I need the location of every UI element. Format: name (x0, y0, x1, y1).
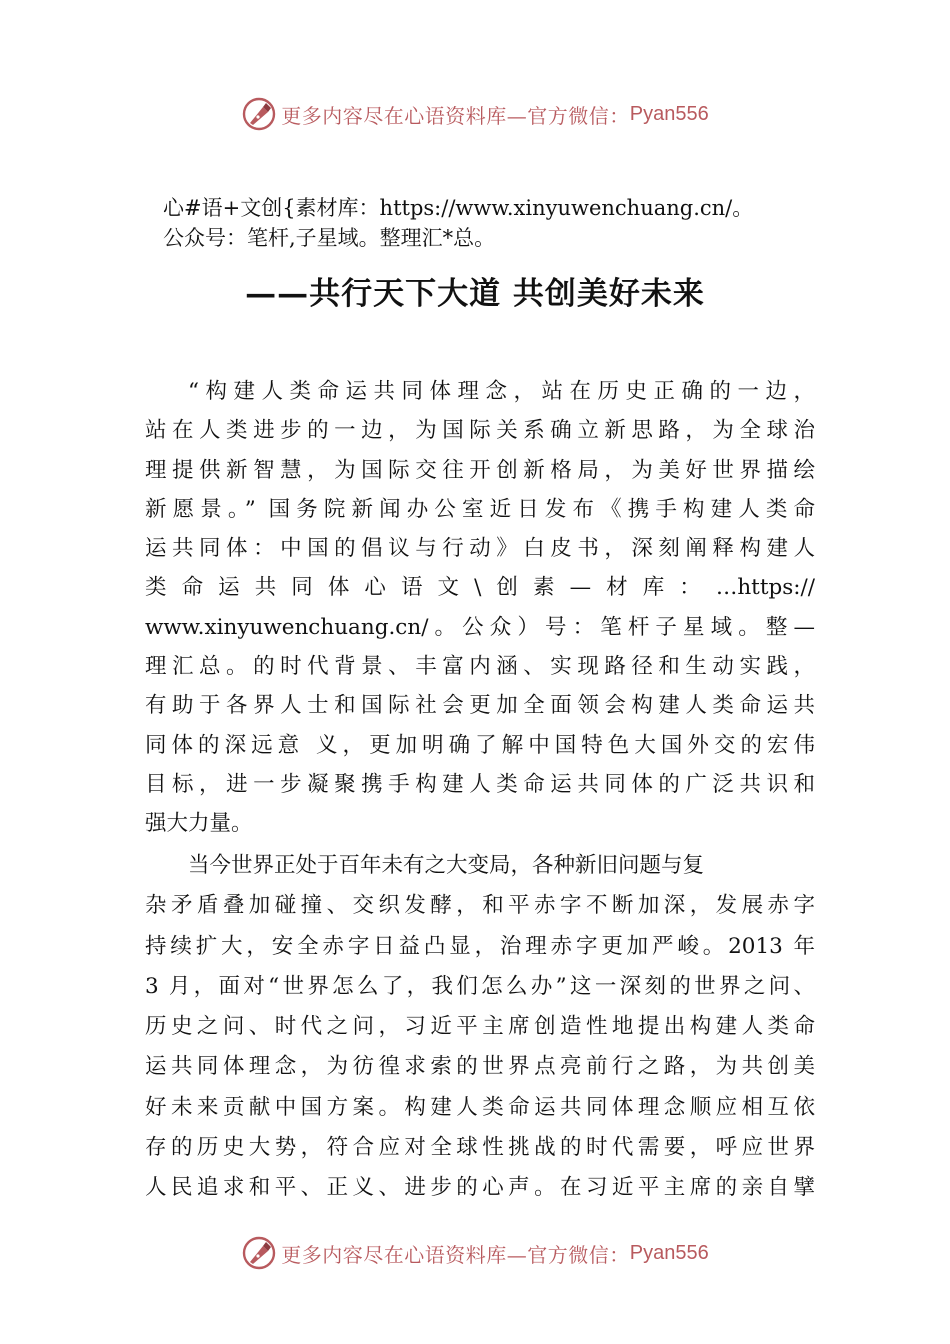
text-line: 目标，进一步凝聚携手构建人类命运共同体的广泛共识和 (145, 771, 815, 797)
paragraph-1 (145, 372, 815, 844)
text-line: 站在人类进步的一边，为国际关系确立新思路，为全球治 (145, 418, 815, 444)
text-line: 新愿景。” 国务院新闻办公室近日发布《携手构建人类命 (145, 496, 815, 522)
text-line: 运共同体：中国的倡议与行动》白皮书，深刻阐释构建人 (145, 536, 815, 562)
article-title: ——共行天下大道 共创美好未来 (245, 276, 705, 312)
meta-line: 心#语+文创{素材库：https://www.xinyuwenchuang.cn/。 (163, 196, 754, 220)
text-line: www.xinyuwenchuang.cn/。公众）号：笔杆子星域。整— (145, 614, 815, 640)
text-line: 存的历史大势，符合应对全球性挑战的时代需要，呼应世界 (145, 1135, 815, 1161)
header-watermark (0, 94, 950, 134)
text-line: 有助于各界人士和国际社会更加全面领会构建人类命运共 (145, 693, 815, 719)
text-line: 类命运共同体心语文\创素—材库：…https:// (145, 575, 815, 601)
text-line: 当今世界正处于百年未有之大变局，各种新旧问题与复 (188, 853, 705, 878)
meta-line: 公众号：笔杆,子星域。整理汇*总。 (163, 226, 496, 250)
watermark-text: 更多内容尽在心语资料库—官方微信： (281, 1242, 630, 1267)
source-meta (163, 193, 823, 253)
watermark-wechat-id: Pyan556 (629, 1241, 709, 1264)
text-line: 持续扩大，安全赤字日益凸显，治理赤字更加严峻。2013 年 (145, 933, 815, 959)
paragraph-2 (145, 846, 815, 1209)
text-line: 3 月，面对“世界怎么了，我们怎么办”这一深刻的世界之问、 (145, 973, 815, 999)
pen-nib-logo-icon (241, 1235, 277, 1271)
text-line: 强大力量。 (145, 811, 253, 837)
watermark-text: 更多内容尽在心语资料库—官方微信： (281, 103, 630, 128)
text-line: 历史之问、时代之问，习近平主席创造性地提出构建人类命 (145, 1014, 815, 1040)
text-line: 理汇总。的时代背景、丰富内涵、实现路径和生动实践， (145, 654, 815, 680)
text-line: 好未来贡献中国方案。构建人类命运共同体理念顺应相互依 (145, 1094, 815, 1120)
text-line: 人民追求和平、正义、进步的心声。在习近平主席的亲自擘 (145, 1175, 815, 1201)
text-line: 运共同体理念，为彷徨求索的世界点亮前行之路，为共创美 (145, 1054, 815, 1080)
text-line: 理提供新智慧，为国际交往开创新格局，为美好世界描绘 (145, 457, 815, 483)
pen-nib-logo-icon (241, 96, 277, 132)
footer-watermark (0, 1233, 950, 1273)
text-line: 杂矛盾叠加碰撞、交织发酵，和平赤字不断加深，发展赤字 (145, 893, 815, 919)
text-line: 同体的深远意 义，更加明确了解中国特色大国外交的宏伟 (145, 732, 815, 758)
text-line: “构建人类命运共同体理念，站在历史正确的一边， (188, 379, 815, 404)
watermark-wechat-id: Pyan556 (629, 102, 709, 125)
